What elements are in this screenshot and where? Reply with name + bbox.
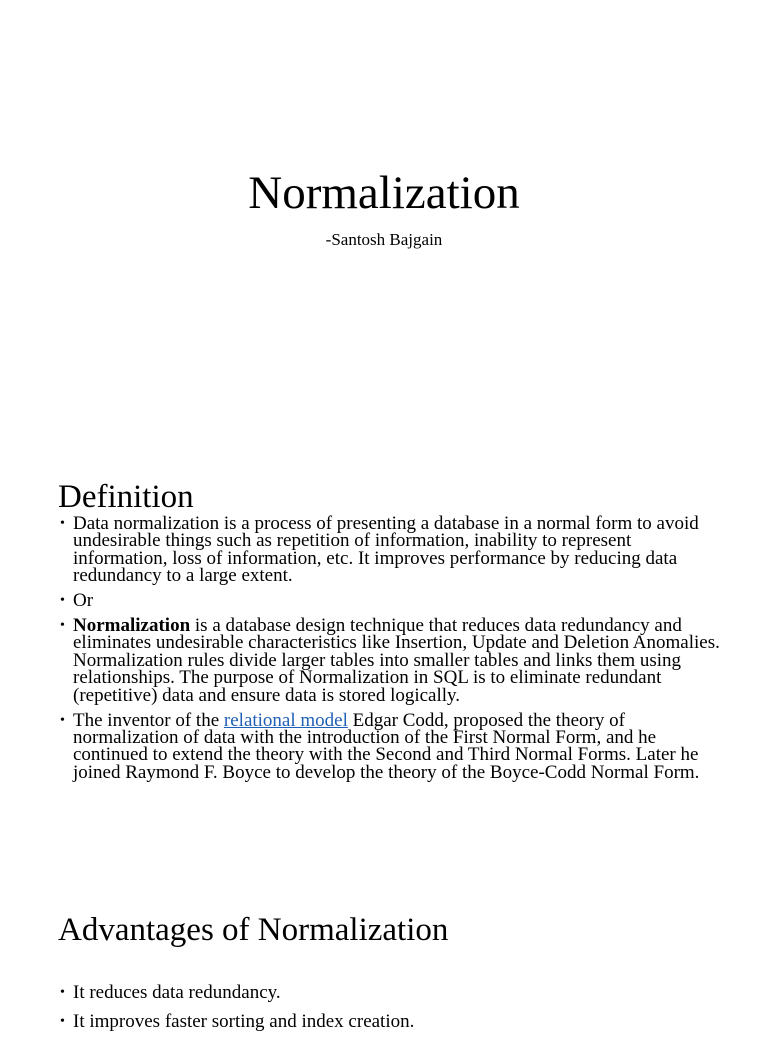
advantage-text: It improves faster sorting and index creation.: [73, 1011, 415, 1033]
list-item: [60, 1011, 720, 1033]
normalization-term: Normalization: [73, 615, 191, 637]
normalization-description: is a database design technique that reduces data redundancy and eliminates undesirable characteristics like Insertion, Update and Deletion Anomalies. Normalization rules divide larger tables into smaller tables and links them using relationships. The purpose of Normalization in SQL is to eliminate redundant (repetitive) data and ensure data is stored logically.: [73, 615, 720, 706]
bullet-icon: •: [60, 1014, 65, 1030]
list-item: [60, 984, 720, 1001]
list-item: [60, 590, 720, 612]
inventor-text-after: Edgar Codd, proposed the theory of normalization of data with the introduction of the First Normal Form, and he continued to extend the theory with the Second and Third Normal Forms. Later he joined Raymond F. Boyce to develop the theory of the Boyce-Codd Normal Form.: [73, 709, 700, 783]
or-text: Or: [73, 590, 94, 612]
relational-model-link[interactable]: relational model: [223, 709, 348, 731]
bullet-icon: •: [60, 516, 65, 531]
definition-bullet-list: [60, 515, 720, 789]
list-item: [60, 617, 720, 704]
bullet-icon: •: [60, 712, 65, 728]
list-item: [60, 709, 720, 783]
advantage-text: It reduces data redundancy.: [73, 982, 281, 1003]
definition-slide: [0, 440, 768, 880]
advantages-slide: [0, 880, 768, 1033]
slide-title: Normalization: [248, 167, 520, 219]
title-slide: [0, 0, 768, 440]
author-subtitle: -Santosh Bajgain: [325, 230, 443, 249]
inventor-text-before: The inventor of the: [73, 709, 224, 731]
bullet-icon: •: [60, 985, 65, 1000]
bullet-icon: •: [60, 593, 65, 609]
advantages-heading: Advantages of Normalization: [58, 912, 449, 948]
definition-text: Data normalization is a process of presenting a database in a normal form to avoid undesirable things such as repetition of information, inability to represent information, loss of information, etc. It improves performance by reducing data redundancy to a large extent.: [73, 513, 699, 587]
bullet-icon: •: [60, 618, 65, 634]
definition-heading: Definition: [58, 479, 194, 515]
list-item: [60, 515, 720, 585]
advantages-bullet-list: [60, 984, 720, 1043]
